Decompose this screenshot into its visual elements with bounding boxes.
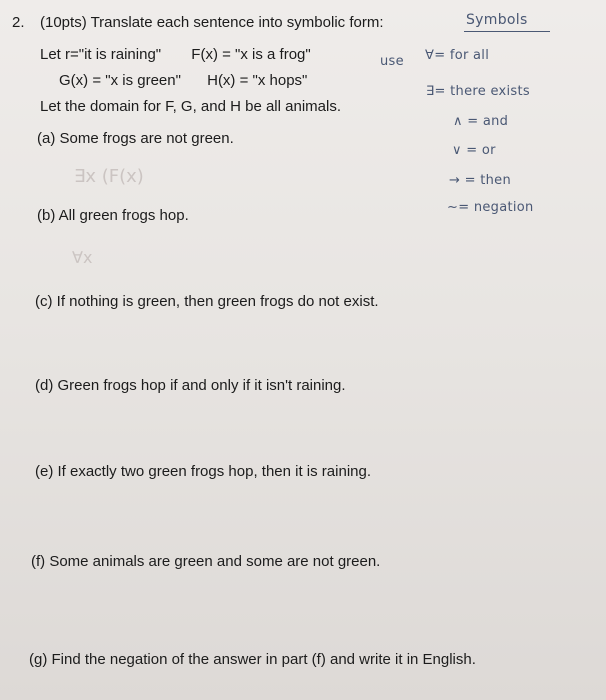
question-number: 2. <box>12 14 25 31</box>
part-b: (b) All green frogs hop. <box>37 207 189 224</box>
part-g: (g) Find the negation of the answer in part (f) and write it in English. <box>29 651 476 668</box>
part-e: (e) If exactly two green frogs hop, then it is raining. <box>35 463 371 480</box>
part-f: (f) Some animals are green and some are not green. <box>31 553 381 570</box>
definition-f: F(x) = "x is a frog" <box>191 46 311 63</box>
symbols-title-underline <box>464 31 550 32</box>
part-d: (d) Green frogs hop if and only if it isn't raining. <box>35 377 346 394</box>
handwritten-then: → = then <box>449 173 512 188</box>
handwritten-negation: ~= negation <box>447 200 534 215</box>
handwritten-use: use <box>380 54 404 69</box>
part-a: (a) Some frogs are not green. <box>37 130 234 147</box>
definition-line-r-f <box>40 46 311 63</box>
faint-mark-part-b: ∀x <box>72 248 93 267</box>
handwritten-symbols-title: Symbols <box>466 12 528 28</box>
definition-h: H(x) = "x hops" <box>207 72 308 89</box>
handwritten-or: ∨ = or <box>452 143 496 158</box>
definition-line-g-h <box>59 72 307 89</box>
handwritten-forall: ∀= for all <box>425 48 490 63</box>
part-c: (c) If nothing is green, then green frogs do not exist. <box>35 293 379 310</box>
definition-g: G(x) = "x is green" <box>59 72 181 89</box>
handwritten-and: ∧ = and <box>453 114 509 129</box>
domain-statement: Let the domain for F, G, and H be all animals. <box>40 98 341 115</box>
question-header: (10pts) Translate each sentence into symbolic form: <box>40 14 384 31</box>
handwritten-exists: ∃= there exists <box>426 84 530 99</box>
definition-r: Let r="it is raining" <box>40 46 162 63</box>
faint-mark-part-a: ∃x (F(x) <box>74 166 144 187</box>
